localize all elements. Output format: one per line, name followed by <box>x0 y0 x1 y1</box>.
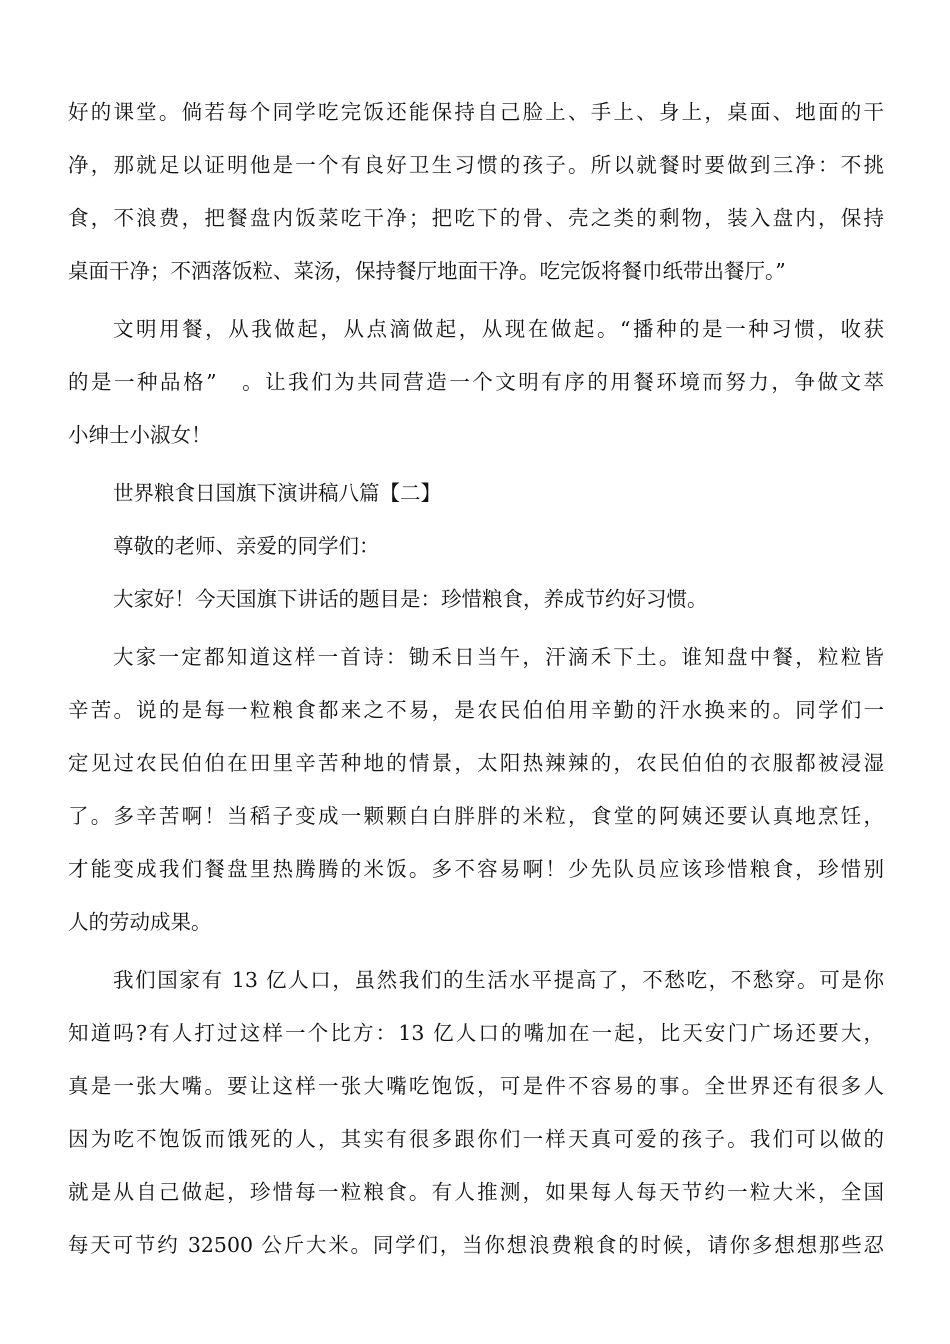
text-line: 的是一种品格” 。让我们为共同营造一个文明有序的用餐环境而努力，争做文萃 <box>68 370 884 394</box>
text-line: 净，那就足以证明他是一个有良好卫生习惯的孩子。所以就餐时要做到三净：不挑 <box>68 153 884 177</box>
text-line: 每天可节约 32500 公斤大米。同学们，当你想浪费粮食的时候，请你多想想那些忍 <box>68 1233 884 1257</box>
text-line: 人的劳动成果。 <box>68 910 212 934</box>
paragraph-hygiene-habits <box>68 86 884 298</box>
paragraph-civilized-dining <box>68 303 884 462</box>
text-line: 才能变成我们餐盘里热腾腾的米饭。多不容易啊！少先队员应该珍惜粮食，珍惜别 <box>68 857 884 881</box>
text-line: 知道吗?有人打过这样一个比方：13 亿人口的嘴加在一起，比天安门广场还要大， <box>68 1021 884 1045</box>
salutation <box>68 520 884 573</box>
text-line: 就是从自己做起，珍惜每一粒粮食。有人推测，如果每人每天节约一粒大米，全国 <box>68 1180 884 1204</box>
paragraph-poem-farmers <box>68 631 884 949</box>
text-line: 桌面干净；不洒落饭粒、菜汤，保持餐厅地面干净。吃完饭将餐巾纸带出餐厅。” <box>68 259 786 283</box>
text-line: 小绅士小淑女！ <box>68 423 212 447</box>
paragraph-population <box>68 954 884 1272</box>
document-page <box>68 86 884 1272</box>
text-line: 定见过农民伯伯在田里辛苦种地的情景，太阳热辣辣的，农民伯伯的衣服都被浸湿 <box>68 751 884 775</box>
text-line: 因为吃不饱饭而饿死的人，其实有很多跟你们一样天真可爱的孩子。我们可以做的 <box>68 1127 884 1151</box>
text-line: 真是一张大嘴。要让这样一张大嘴吃饱饭，可是件不容易的事。全世界还有很多人 <box>68 1074 884 1098</box>
greeting <box>68 573 884 626</box>
text-line: 了。多辛苦啊！当稻子变成一颗颗白白胖胖的米粒，食堂的阿姨还要认真地烹饪， <box>68 804 884 828</box>
text-line: 我们国家有 13 亿人口，虽然我们的生活水平提高了，不愁吃，不愁穿。可是你 <box>113 968 884 992</box>
text-line: 文明用餐，从我做起，从点滴做起，从现在做起。“播种的是一种习惯，收获 <box>113 317 884 341</box>
text-line: 大家好！今天国旗下讲话的题目是：珍惜粮食，养成节约好习惯。 <box>113 587 708 611</box>
section-heading <box>68 467 884 520</box>
text-line: 好的课堂。倘若每个同学吃完饭还能保持自己脸上、手上、身上，桌面、地面的干 <box>68 100 884 124</box>
text-line: 大家一定都知道这样一首诗：锄禾日当午，汗滴禾下土。谁知盘中餐，粒粒皆 <box>113 645 884 669</box>
text-line: 食，不浪费，把餐盘内饭菜吃干净；把吃下的骨、壳之类的剩物，装入盘内，保持 <box>68 206 884 230</box>
text-line: 辛苦。说的是每一粒粮食都来之不易，是农民伯伯用辛勤的汗水换来的。同学们一 <box>68 698 884 722</box>
text-line: 尊敬的老师、亲爱的同学们： <box>113 534 380 558</box>
text-line: 世界粮食日国旗下演讲稿八篇【二】 <box>113 481 441 505</box>
